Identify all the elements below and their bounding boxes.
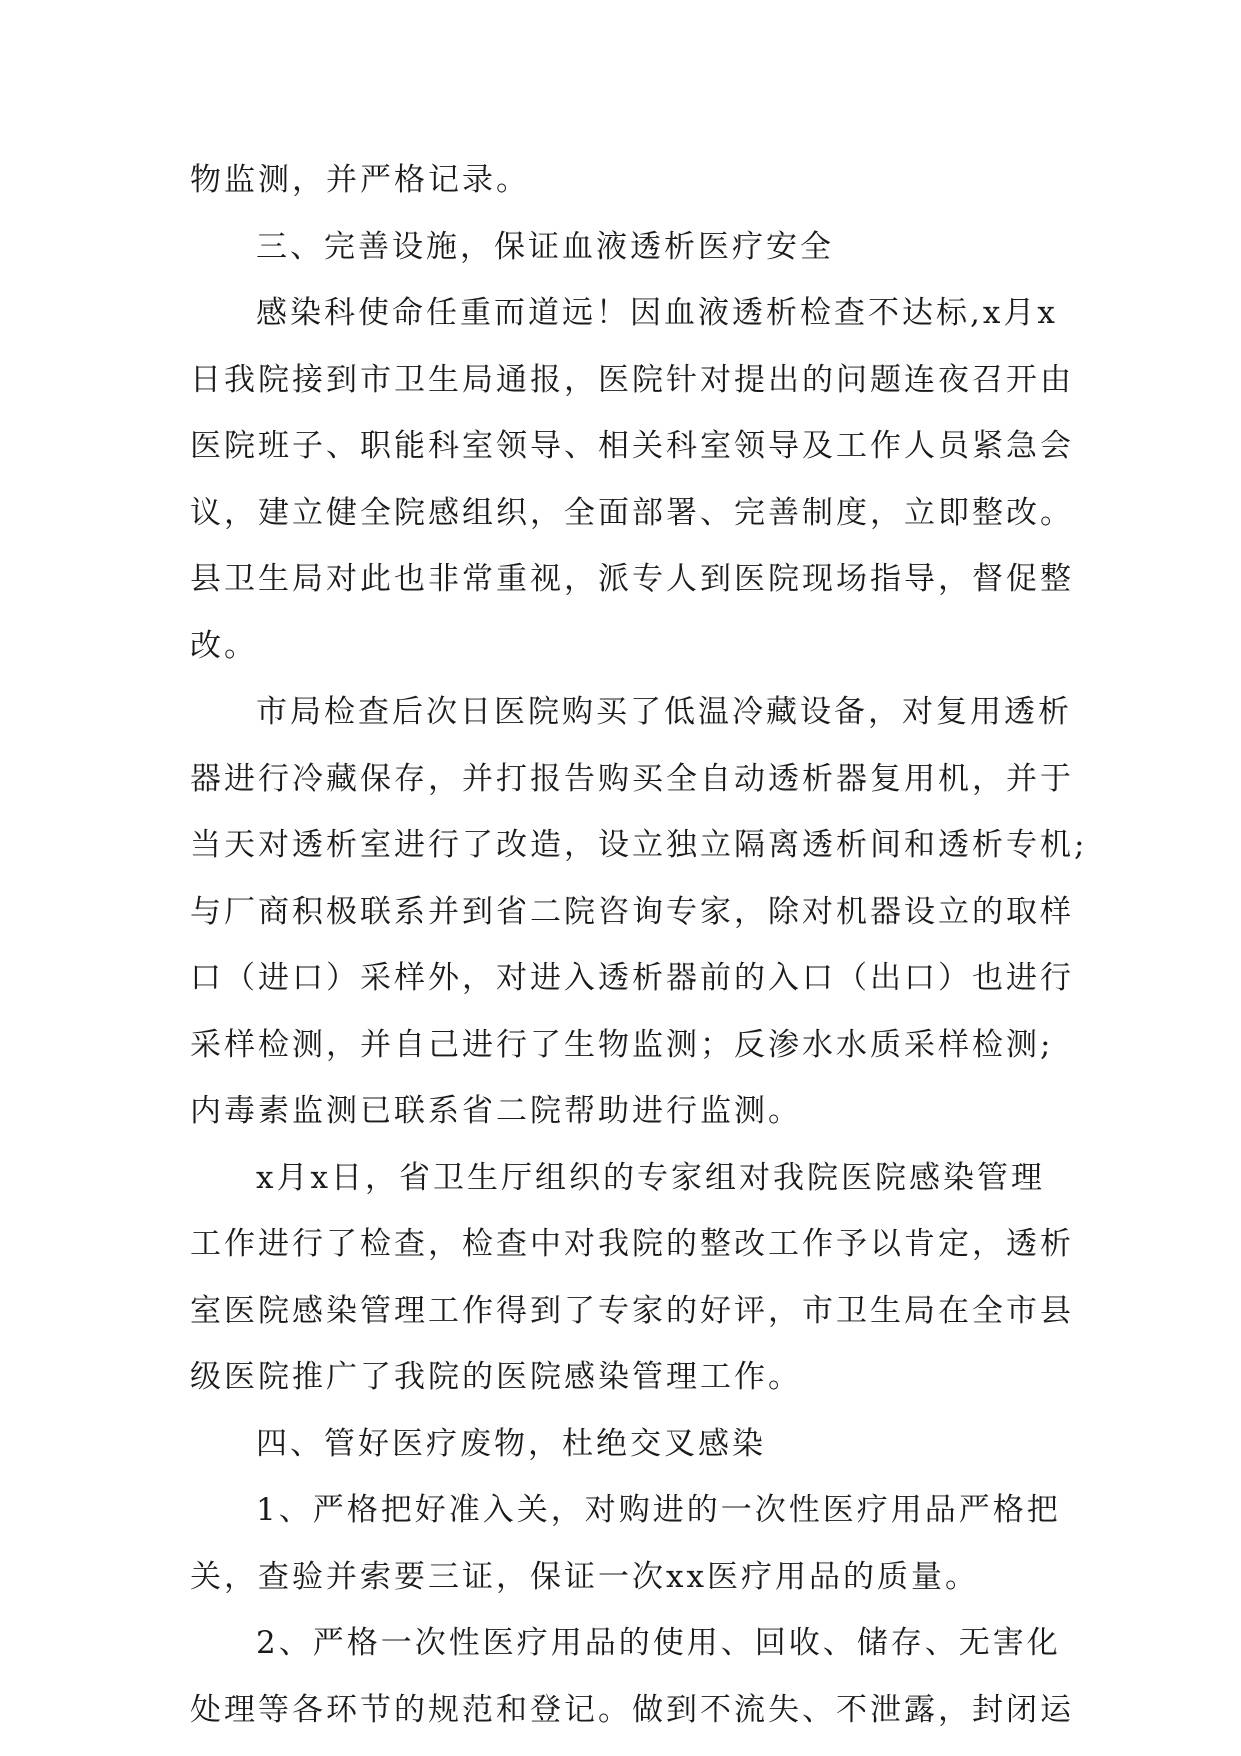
text-line: 内毒素监测已联系省二院帮助进行监测。 [190, 1093, 802, 1129]
text-line: 当天对透析室进行了改造，设立独立隔离透析间和透析专机; [190, 827, 1088, 863]
body-text [190, 160, 1088, 1756]
text-line: 医院班子、职能科室领导、相关科室领导及工作人员紧急会 [190, 428, 1074, 464]
text-line: 议，建立健全院感组织，全面部署、完善制度，立即整改。 [190, 494, 1074, 531]
text-line: x月x日，省卫生厅组织的专家组对我院医院感染管理 [256, 1159, 1045, 1196]
text-line: 级医院推广了我院的医院感染管理工作。 [190, 1359, 802, 1395]
text-line: 处理等各环节的规范和登记。做到不流失、不泄露，封闭运 [190, 1691, 1074, 1728]
text-line: 工作进行了检查，检查中对我院的整改工作予以肯定，透析 [190, 1226, 1074, 1262]
text-line: 改。 [190, 627, 258, 664]
text-line: 物监测，并严格记录。 [190, 162, 530, 198]
text-line: 2、严格一次性医疗用品的使用、回收、储存、无害化 [256, 1625, 1061, 1661]
text-line: 室医院感染管理工作得到了专家的好评，市卫生局在全市县 [190, 1292, 1074, 1329]
text-line: 口（进口）采样外，对进入透析器前的入口（出口）也进行 [190, 960, 1074, 996]
text-line: 1、严格把好准入关，对购进的一次性医疗用品严格把 [256, 1492, 1061, 1528]
text-line: 三、完善设施，保证血液透析医疗安全 [256, 228, 834, 265]
text-line: 采样检测，并自己进行了生物监测；反渗水水质采样检测; [190, 1026, 1054, 1063]
text-line: 感染科使命任重而道远！因血液透析检查不达标,x月x [256, 295, 1058, 331]
text-line: 关，查验并索要三证，保证一次xx医疗用品的质量。 [190, 1558, 979, 1595]
text-line: 器进行冷藏保存，并打报告购买全自动透析器复用机，并于 [190, 760, 1074, 797]
text-line: 四、管好医疗废物，杜绝交叉感染 [256, 1425, 766, 1462]
text-line: 与厂商积极联系并到省二院咨询专家，除对机器设立的取样 [190, 893, 1074, 930]
text-line: 日我院接到市卫生局通报，医院针对提出的问题连夜召开由 [190, 361, 1074, 398]
text-line: 县卫生局对此也非常重视，派专人到医院现场指导，督促整 [190, 561, 1074, 597]
text-line: 市局检查后次日医院购买了低温冷藏设备，对复用透析 [256, 694, 1072, 730]
